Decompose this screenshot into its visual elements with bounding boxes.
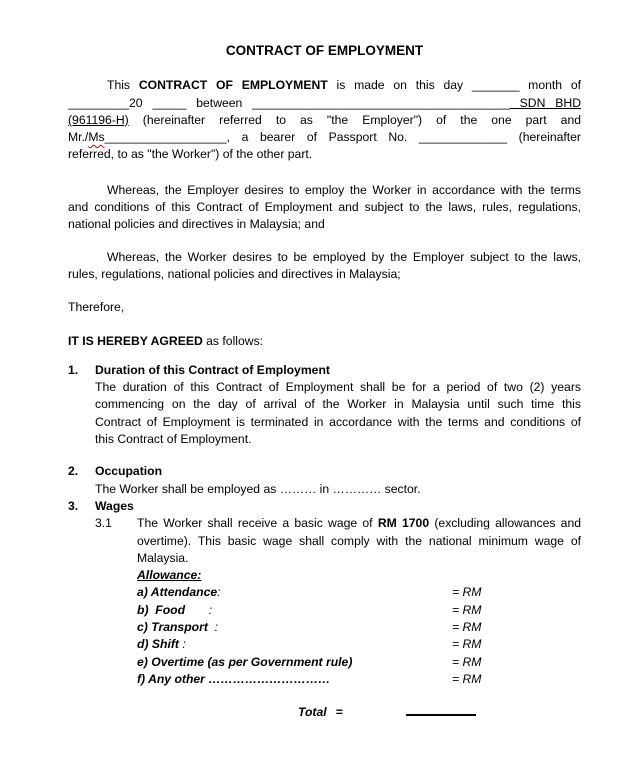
allowance-label: a) Attendance xyxy=(137,585,218,600)
company-registration-number: (961196-H) xyxy=(68,112,129,127)
year-prefix: 20 xyxy=(129,95,143,110)
section-3-heading: Wages xyxy=(95,498,134,513)
intro-text: between xyxy=(196,95,243,110)
whereas-employer-line-1: Whereas, the Employer desires to employ the Worker in accordance with the terms xyxy=(107,182,581,197)
allowance-row-food xyxy=(137,602,581,619)
allowance-value: = RM xyxy=(452,620,482,635)
allowance-label: b) Food xyxy=(137,602,186,617)
allowance-row-shift xyxy=(137,636,581,653)
intro-text: This xyxy=(107,78,139,93)
section-2-number: 2. xyxy=(68,464,79,479)
company-suffix: SDN BHD xyxy=(509,95,582,110)
section-2-occupation xyxy=(68,463,581,498)
intro-text: Mr./ xyxy=(68,130,89,145)
section-1-line-2: commencing on the day of arrival of the Worker in Malaysia until such time this xyxy=(95,397,581,412)
company-name-blank-field: ______________________________________ xyxy=(252,95,510,110)
intro-text: is made on this day xyxy=(327,78,472,93)
allowance-label: c) Transport xyxy=(137,620,208,635)
clause-3-1-number: 3.1 xyxy=(95,516,112,531)
allowance-block xyxy=(137,567,581,721)
intro-text: month of xyxy=(519,78,581,93)
section-1-line-1: The duration of this Contract of Employment shall be for a period of two (2) years xyxy=(95,380,581,395)
intro-text: , a bearer of Passport No. xyxy=(226,130,419,145)
allowance-colon: : xyxy=(207,620,219,635)
year-blank-field: _____ xyxy=(152,95,187,110)
allowance-value: = RM xyxy=(452,637,482,652)
allowance-label-cell xyxy=(137,602,452,619)
agreed-line xyxy=(68,333,581,350)
intro-text: (hereinafter referred to as "the Employer") of the one part and xyxy=(128,112,581,127)
day-blank-field: _______ xyxy=(471,78,520,93)
allowance-label: f) Any other ………………………… xyxy=(137,671,331,686)
section-3-body xyxy=(95,498,581,722)
allowance-value: = RM xyxy=(452,602,482,617)
total-amount-blank-field xyxy=(406,700,476,716)
passport-no-blank-field: _____________ xyxy=(418,130,508,145)
allowance-label-cell xyxy=(137,619,452,636)
section-2-body xyxy=(95,463,581,498)
allowance-colon: : xyxy=(178,637,186,652)
wage-text: The Worker shall receive a basic wage of xyxy=(137,516,378,531)
allowance-value: = RM xyxy=(452,671,482,686)
intro-line-3 xyxy=(68,112,581,129)
allowance-label-cell xyxy=(137,584,452,601)
agreed-rest-text: as follows: xyxy=(202,333,264,348)
section-2-heading: Occupation xyxy=(95,464,163,479)
allowance-heading: Allowance: xyxy=(137,568,202,583)
intro-text: (hereinafter xyxy=(507,130,581,145)
intro-line-5: referred, to as "the Worker") of the other part. xyxy=(68,147,313,162)
clause-3-1 xyxy=(95,515,581,721)
whereas-worker-line-1: Whereas, the Worker desires to be employed by the Employer subject to the laws, xyxy=(107,249,581,264)
agreed-bold-text: IT IS HEREBY AGREED xyxy=(68,333,203,348)
allowance-label-cell xyxy=(137,636,452,653)
ms-spellcheck-squiggle: Ms xyxy=(88,130,105,145)
section-1-body xyxy=(95,362,581,448)
clause-3-1-line-2: overtime). This basic wage shall comply with the national minimum wage of xyxy=(137,533,581,548)
allowance-value: = RM xyxy=(452,585,482,600)
clause-3-1-body xyxy=(137,515,581,721)
allowance-row-any-other xyxy=(137,671,581,688)
allowance-value: = RM xyxy=(452,654,482,669)
page-title: CONTRACT OF EMPLOYMENT xyxy=(225,43,424,58)
month-blank-field: _________ xyxy=(68,95,130,110)
allowance-label-cell xyxy=(137,654,452,671)
intro-line-4 xyxy=(68,129,581,146)
intro-paragraph xyxy=(68,77,581,163)
whereas-worker-line-2: rules, regulations, national policies and directives in Malaysia; xyxy=(68,266,401,281)
allowance-row-attendance xyxy=(137,584,581,601)
allowance-total-row xyxy=(137,700,581,721)
intro-line-2 xyxy=(68,95,581,112)
wage-text: (excluding allowances and xyxy=(429,516,582,531)
section-1-line-3: Contract of Employment is terminated in accordance with the terms and conditions of xyxy=(95,414,581,429)
clause-3-1-line-3: Malaysia. xyxy=(137,550,189,565)
worker-name-blank-field: __________________ xyxy=(104,130,227,145)
section-2-text: The Worker shall be employed as ……… in ………… sector. xyxy=(95,481,421,496)
total-equals-sign: = xyxy=(335,705,343,720)
whereas-employer-paragraph xyxy=(68,182,581,234)
allowance-label-cell xyxy=(137,671,452,688)
basic-wage-amount: RM 1700 xyxy=(377,516,430,531)
intro-line-1 xyxy=(68,77,581,94)
allowance-colon: : xyxy=(185,602,213,617)
allowance-label: e) Overtime (as per Government rule) xyxy=(137,654,353,669)
allowance-row-transport xyxy=(137,619,581,636)
whereas-employer-line-3: national policies and directives in Malaysia; and xyxy=(68,217,325,232)
allowance-label: d) Shift xyxy=(137,637,179,652)
section-1-heading: Duration of this Contract of Employment xyxy=(95,362,330,377)
allowance-colon: : xyxy=(217,585,221,600)
whereas-employer-line-2: and conditions of this Contract of Employment and subject to the laws, rules, regulations, xyxy=(68,200,581,215)
section-3-wages xyxy=(68,498,581,722)
total-label: Total xyxy=(298,705,327,720)
contract-title-inline: CONTRACT OF EMPLOYMENT xyxy=(138,78,328,93)
section-1-duration xyxy=(68,362,581,448)
section-1-number: 1. xyxy=(68,362,79,377)
section-1-line-4: this Contract of Employment. xyxy=(95,432,252,447)
clause-3-1-line-1 xyxy=(137,515,581,532)
therefore-line: Therefore, xyxy=(68,300,125,315)
section-3-number: 3. xyxy=(68,498,79,513)
document-content xyxy=(68,42,581,722)
whereas-worker-paragraph xyxy=(68,249,581,284)
allowance-row-overtime xyxy=(137,654,581,671)
